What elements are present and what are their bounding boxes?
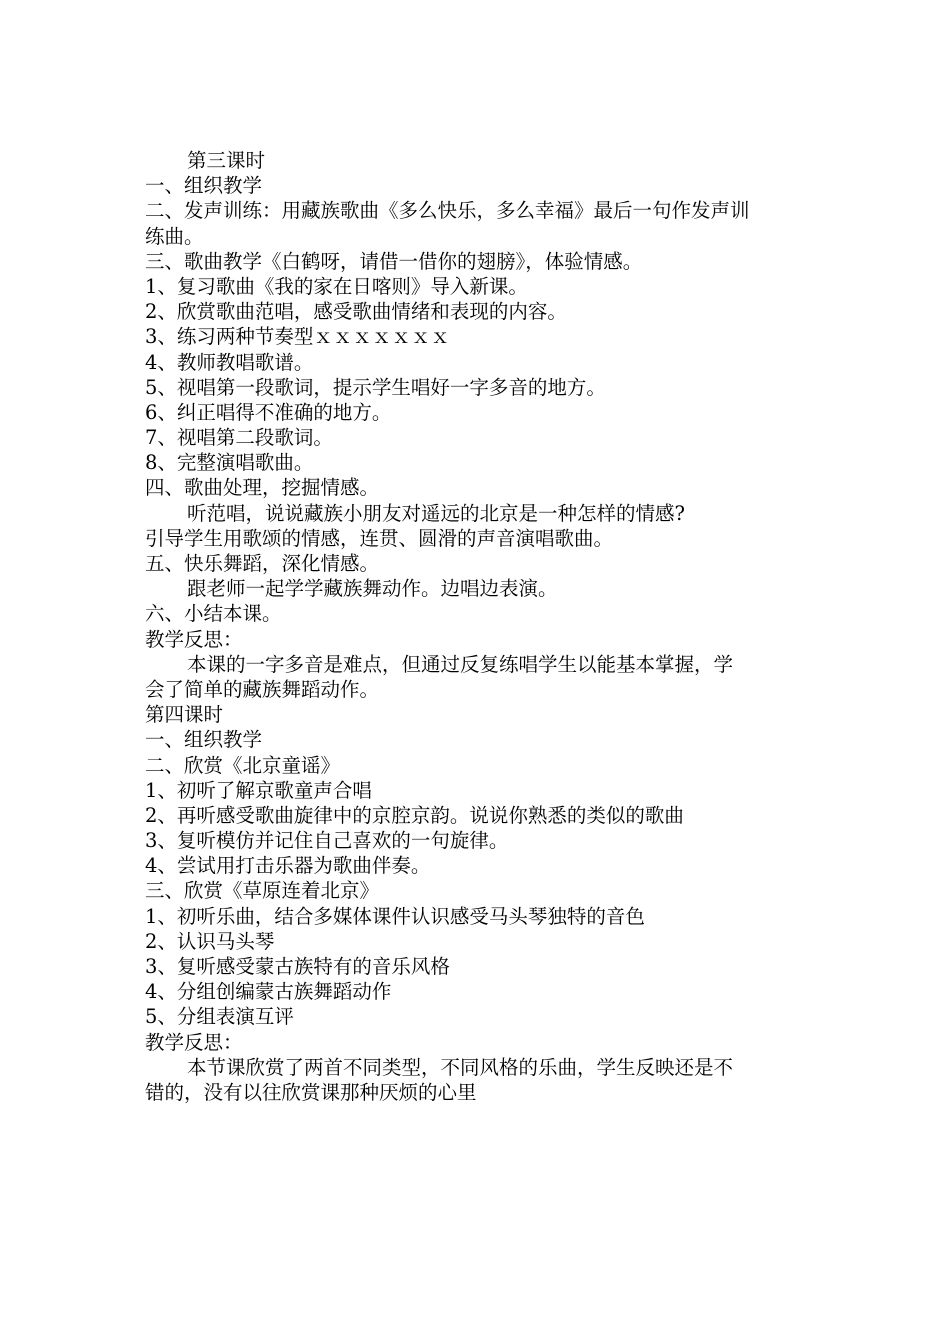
text-line: 7、视唱第二段歌词。 — [145, 426, 333, 450]
text-line: 六、小结本课。 — [145, 602, 282, 626]
text-line: 3、复听感受蒙古族特有的音乐风格 — [145, 955, 450, 978]
text-line: 五、快乐舞蹈，深化情感。 — [145, 552, 380, 575]
text-line: 6、纠正唱得不准确的地方。 — [145, 400, 392, 424]
text-line: 二、欣赏《北京童谣》 — [145, 753, 341, 777]
text-line: 教学反思： — [145, 1030, 243, 1054]
text-line: 本课的一字多音是难点，但通过反复练唱学生以能基本掌握，学 — [187, 652, 734, 676]
text-line: 三、歌曲教学《白鹤呀，请借一借你的翅膀》，体验情感。 — [145, 249, 643, 273]
text-line: 2、认识马头琴 — [145, 929, 275, 953]
text-line: 教学反思： — [145, 627, 243, 651]
text-line: 引导学生用歌颂的情感，连贯、圆滑的声音演唱歌曲。 — [145, 526, 614, 550]
text-line: 1、初听了解京歌童声合唱 — [145, 778, 372, 802]
text-line: 4、分组创编蒙古族舞蹈动作 — [145, 980, 392, 1004]
text-line: 听范唱，说说藏族小朋友对遥远的北京是一种怎样的情感? — [187, 501, 685, 525]
text-line: 练曲。 — [145, 224, 204, 248]
text-line: 4、教师教唱歌谱。 — [145, 350, 314, 374]
text-line: 4、尝试用打击乐器为歌曲伴奏。 — [145, 854, 431, 878]
text-line: 2、欣赏歌曲范唱，感受歌曲情绪和表现的内容。 — [145, 300, 567, 324]
text-line: 一、组织教学 — [145, 728, 263, 752]
text-line: 本节课欣赏了两首不同类型，不同风格的乐曲，学生反映还是不 — [187, 1055, 734, 1079]
text-line: 错的，没有以往欣赏课那种厌烦的心里 — [145, 1080, 477, 1104]
text-line: 1、初听乐曲，结合多媒体课件认识感受马头琴独特的音色 — [145, 904, 645, 928]
text-line: 三、欣赏《草原连着北京》 — [145, 879, 380, 903]
text-line: 8、完整演唱歌曲。 — [145, 451, 314, 475]
text-line: 二、发声训练：用藏族歌曲《多么快乐，多么幸福》最后一句作发声训 — [145, 199, 750, 223]
text-line: 会了简单的藏族舞蹈动作。 — [145, 677, 380, 701]
text-line: 3、复听模仿并记住自己喜欢的一句旋律。 — [145, 829, 509, 853]
text-line: 跟老师一起学学藏族舞动作。边唱边表演。 — [187, 577, 558, 601]
lesson-plan-text — [145, 148, 815, 1105]
text-line: 一、组织教学 — [145, 174, 263, 198]
text-line: 第三课时 — [187, 149, 266, 172]
text-line: 1、复习歌曲《我的家在日喀则》导入新课。 — [145, 274, 528, 298]
text-line: 2、再听感受歌曲旋律中的京腔京韵。说说你熟悉的类似的歌曲 — [145, 803, 684, 827]
text-line: 5、分组表演互评 — [145, 1005, 294, 1029]
text-line: 第四课时 — [145, 703, 224, 727]
text-line: 5、视唱第一段歌词，提示学生唱好一字多音的地方。 — [145, 375, 606, 399]
text-line: 3、练习两种节奏型ｘｘｘｘｘｘｘ — [145, 325, 450, 349]
text-line: 四、歌曲处理，挖掘情感。 — [145, 476, 380, 500]
